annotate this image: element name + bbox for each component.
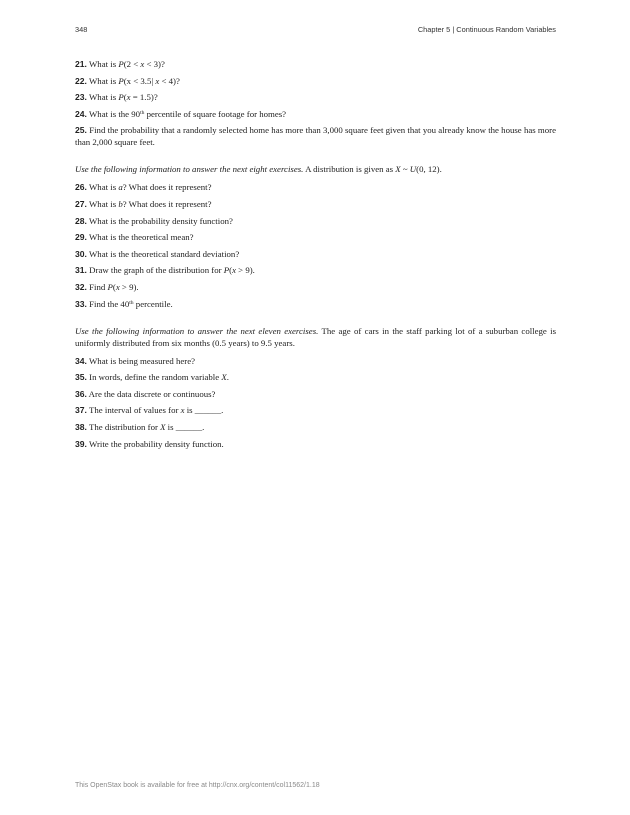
chapter-title: Chapter 5 | Continuous Random Variables <box>417 25 556 34</box>
exercise-text: What is being measured here? <box>89 355 196 366</box>
exercise-item <box>75 248 556 260</box>
exercise-block-2 <box>75 181 556 309</box>
exercise-item <box>75 404 556 416</box>
exercise-number: 35. <box>75 372 87 383</box>
exercise-text: Find the probability that a randomly selected home has more than 3,000 square feet given that you already know the house has more than 2,000 square feet. <box>75 125 556 148</box>
intro-eight-exercises <box>75 163 556 175</box>
exercise-item <box>75 124 556 148</box>
intro-text: The age of cars in the staff parking lot of a suburban college is uniformly distributed from six months (0.5 years) to 9.5 years. <box>75 325 557 348</box>
intro-italic: Use the following information to answer the next eight exercises. <box>75 164 304 175</box>
exercise-text: Draw the graph of the distribution for P(x > 9). <box>89 265 255 276</box>
exercise-text: The distribution for X is ______. <box>89 421 205 432</box>
exercise-item <box>75 231 556 243</box>
exercise-number: 27. <box>75 198 87 209</box>
intro-eleven-exercises <box>75 325 556 349</box>
exercise-number: 22. <box>75 75 87 86</box>
exercise-text: What is b? What does it represent? <box>89 198 212 209</box>
page-footer: This OpenStax book is available for free at http://cnx.org/content/col11562/1.18 <box>75 782 320 789</box>
exercise-text: What is the theoretical mean? <box>89 232 194 243</box>
exercise-number: 23. <box>75 92 87 103</box>
exercise-text: What is the 90th percentile of square footage for homes? <box>89 108 287 119</box>
exercise-item <box>75 181 556 193</box>
exercise-text: Are the data discrete or continuous? <box>88 388 216 399</box>
exercise-number: 33. <box>75 298 87 309</box>
exercise-item <box>75 298 556 310</box>
exercise-block-1 <box>75 58 556 148</box>
exercise-number: 29. <box>75 232 87 243</box>
exercise-item <box>75 421 556 433</box>
exercise-item <box>75 58 556 70</box>
exercise-text: What is P(x = 1.5)? <box>89 92 158 103</box>
intro-italic: Use the following information to answer the next eleven exercises. <box>75 325 319 336</box>
exercise-item <box>75 91 556 103</box>
exercise-number: 31. <box>75 265 87 276</box>
exercise-text: What is P(x < 3.5| x < 4)? <box>89 75 180 86</box>
exercise-item <box>75 388 556 400</box>
exercise-item <box>75 75 556 87</box>
exercise-item <box>75 355 556 367</box>
exercise-number: 39. <box>75 438 87 449</box>
exercise-text: Write the probability density function. <box>89 438 224 449</box>
exercise-text: What is a? What does it represent? <box>89 182 212 193</box>
exercise-text: Find P(x > 9). <box>89 281 139 292</box>
exercise-item <box>75 371 556 383</box>
exercise-number: 28. <box>75 215 87 226</box>
exercise-text: What is the probability density function? <box>89 215 233 226</box>
exercise-item <box>75 264 556 276</box>
exercise-number: 38. <box>75 421 87 432</box>
exercise-number: 26. <box>75 182 87 193</box>
exercise-text: What is the theoretical standard deviation? <box>89 248 240 259</box>
exercise-item <box>75 108 556 120</box>
exercise-text: What is P(2 < x < 3)? <box>89 59 165 69</box>
exercise-item <box>75 281 556 293</box>
exercise-number: 24. <box>75 108 87 119</box>
exercise-text: In words, define the random variable X. <box>89 372 229 383</box>
page-number: 348 <box>75 25 88 34</box>
exercise-item <box>75 438 556 450</box>
exercise-number: 21. <box>75 59 87 69</box>
exercise-number: 37. <box>75 405 87 416</box>
exercise-number: 25. <box>75 125 87 136</box>
exercise-block-3 <box>75 355 556 450</box>
exercise-number: 36. <box>75 388 87 399</box>
exercise-item <box>75 198 556 210</box>
page-content <box>75 58 556 454</box>
exercise-item <box>75 215 556 227</box>
exercise-text: Find the 40th percentile. <box>89 298 173 309</box>
exercise-text: The interval of values for x is ______. <box>89 405 224 416</box>
exercise-number: 34. <box>75 355 87 366</box>
exercise-number: 30. <box>75 248 87 259</box>
intro-text: A distribution is given as X ~ U(0, 12). <box>305 164 442 175</box>
exercise-number: 32. <box>75 281 87 292</box>
